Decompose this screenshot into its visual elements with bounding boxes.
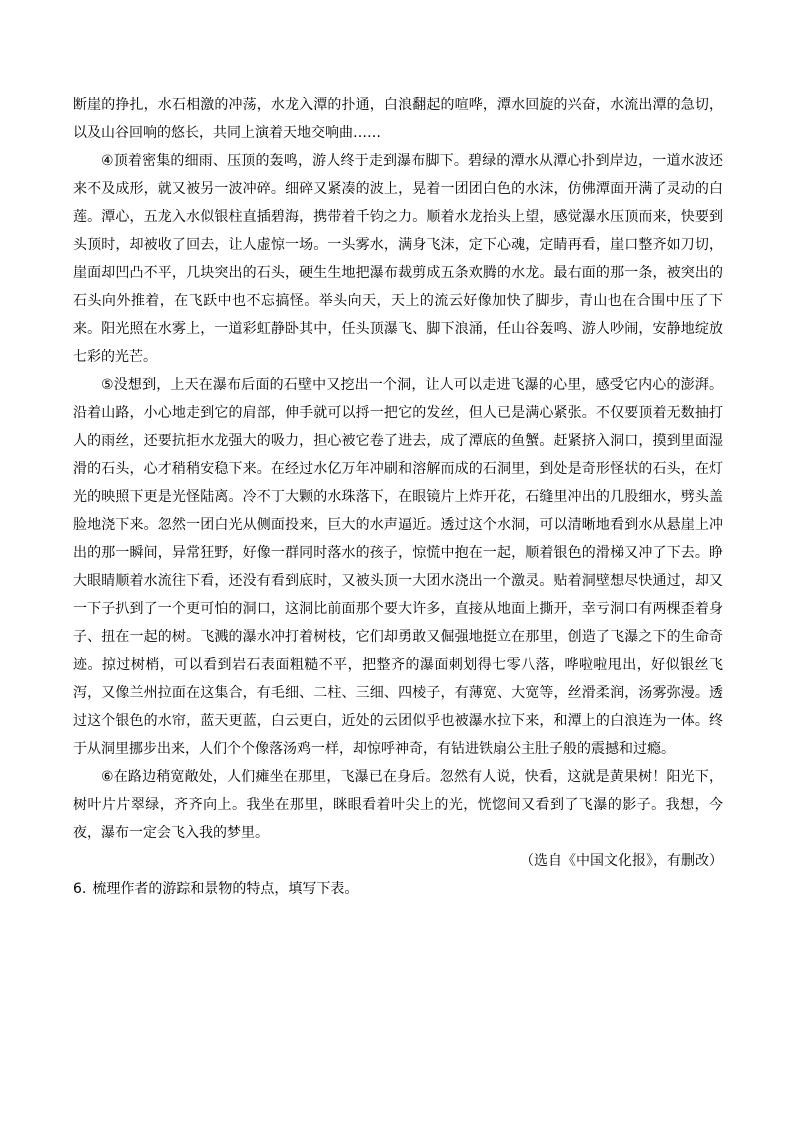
question-6 (73, 875, 723, 903)
paragraph-4: ④顶着密集的细雨、压顶的轰鸣，游人终于走到瀑布脚下。碧绿的潭水从潭心扑到岸边，一道水波还来不及成形，就又被另一波冲碎。细碎又紧凑的波上，晃着一团团白色的水沫，仿佛潭面开满了灵动的白莲。潭心，五龙入水似银柱直插碧海，携带着千钧之力。顺着水龙抬头上望，感觉瀑水压顶而来，快要到头顶时，却被收了回去，让人虚惊一场。一头雾水，满身飞沫，定下心魂，定睛再看，崖口整齐如刀切，崖面却凹凸不平，几块突出的石头，硬生生地把瀑布裁剪成五条欢腾的水龙。最右面的那一条，被突出的石头向外推着，在飞跃中也不忘搞怪。举头向天，天上的流云好像加快了脚步，青山也在合围中压了下来。阳光照在水雾上，一道彩虹静卧其中，任头顶瀑飞、脚下浪涌，任山谷轰鸣、游人吵闹，安静地绽放七彩的光芒。 (73, 153, 723, 365)
paragraph-3-tail: 断崖的挣扎，水石相激的冲荡，水龙入潭的扑通，白浪翻起的喧哗，潭水回旋的兴奋，水流出潭的急切，以及山谷回响的悠长，共同上演着天地交响曲…… (73, 97, 723, 141)
question-number: 6. (73, 881, 87, 897)
paragraph-5: ⑤没想到，上天在瀑布后面的石壁中又挖出一个洞，让人可以走进飞瀑的心里，感受它内心的澎湃。沿着山路，小心地走到它的肩部，伸手就可以捋一把它的发丝，但人已是满心紧张。不仅要顶着无数抽打人的雨丝，还要抗拒水龙强大的吸力，担心被它卷了进去，成了潭底的鱼蟹。赶紧挤入洞口，摸到里面湿滑的石头，心才稍稍安稳下来。在经过水亿万年冲刷和溶解而成的石洞里，到处是奇形怪状的石头，在灯光的映照下更是光怪陆离。冷不丁大颗的水珠落下，在眼镜片上炸开花，石缝里冲出的几股细水，劈头盖脸地浇下来。忽然一团白光从侧面投来，巨大的水声逼近。透过这个水洞，可以清晰地看到水从悬崖上冲出的那一瞬间，异常狂野，好像一群同时落水的孩子，惊慌中抱在一起，顺着银色的滑梯又冲了下去。睁大眼睛顺着水流往下看，还没有看到底时，又被头顶一大团水浇出一个激灵。贴着洞壁想尽快通过，却又一下子扒到了一个更可怕的洞口，这洞比前面那个要大许多，直接从地面上撕开，幸亏洞口有两棵歪着身子、扭在一起的树。飞溅的瀑水冲打着树枝，它们却勇敢又倔强地挺立在那里，创造了飞瀑之下的生命奇迹。掠过树梢，可以看到岩石表面粗糙不平，把整齐的瀑面刺划得七零八落，哗啦啦甩出，好似银丝飞泻，又像兰州拉面在这集合，有毛细、二柱、三细、四棱子，有薄宽、大宽等，丝滑柔润，汤雾弥漫。透过这个银色的水帘，蓝天更蓝，白云更白，近处的云团似乎也被瀑水拉下来，和潭上的白浪连为一体。终于从洞里挪步出来，人们个个像落汤鸡一样，却惊呼神奇，有钻进铁扇公主肚子般的震撼和过瘾。 (73, 377, 723, 757)
source-citation: （选自《中国文化报》，有删改） (520, 853, 723, 869)
question-text: 梳理作者的游踪和景物的特点，填写下表。 (92, 881, 359, 897)
article-body (73, 91, 723, 903)
paragraph-6: ⑥在路边稍宽敞处，人们瘫坐在那里，飞瀑已在身后。忽然有人说，快看，这就是黄果树！阳光下，树叶片片翠绿，齐齐向上。我坐在那里，眯眼看着叶尖上的光，恍惚间又看到了飞瀑的影子。我想，今夜，瀑布一定会飞入我的梦里。 (73, 769, 723, 841)
